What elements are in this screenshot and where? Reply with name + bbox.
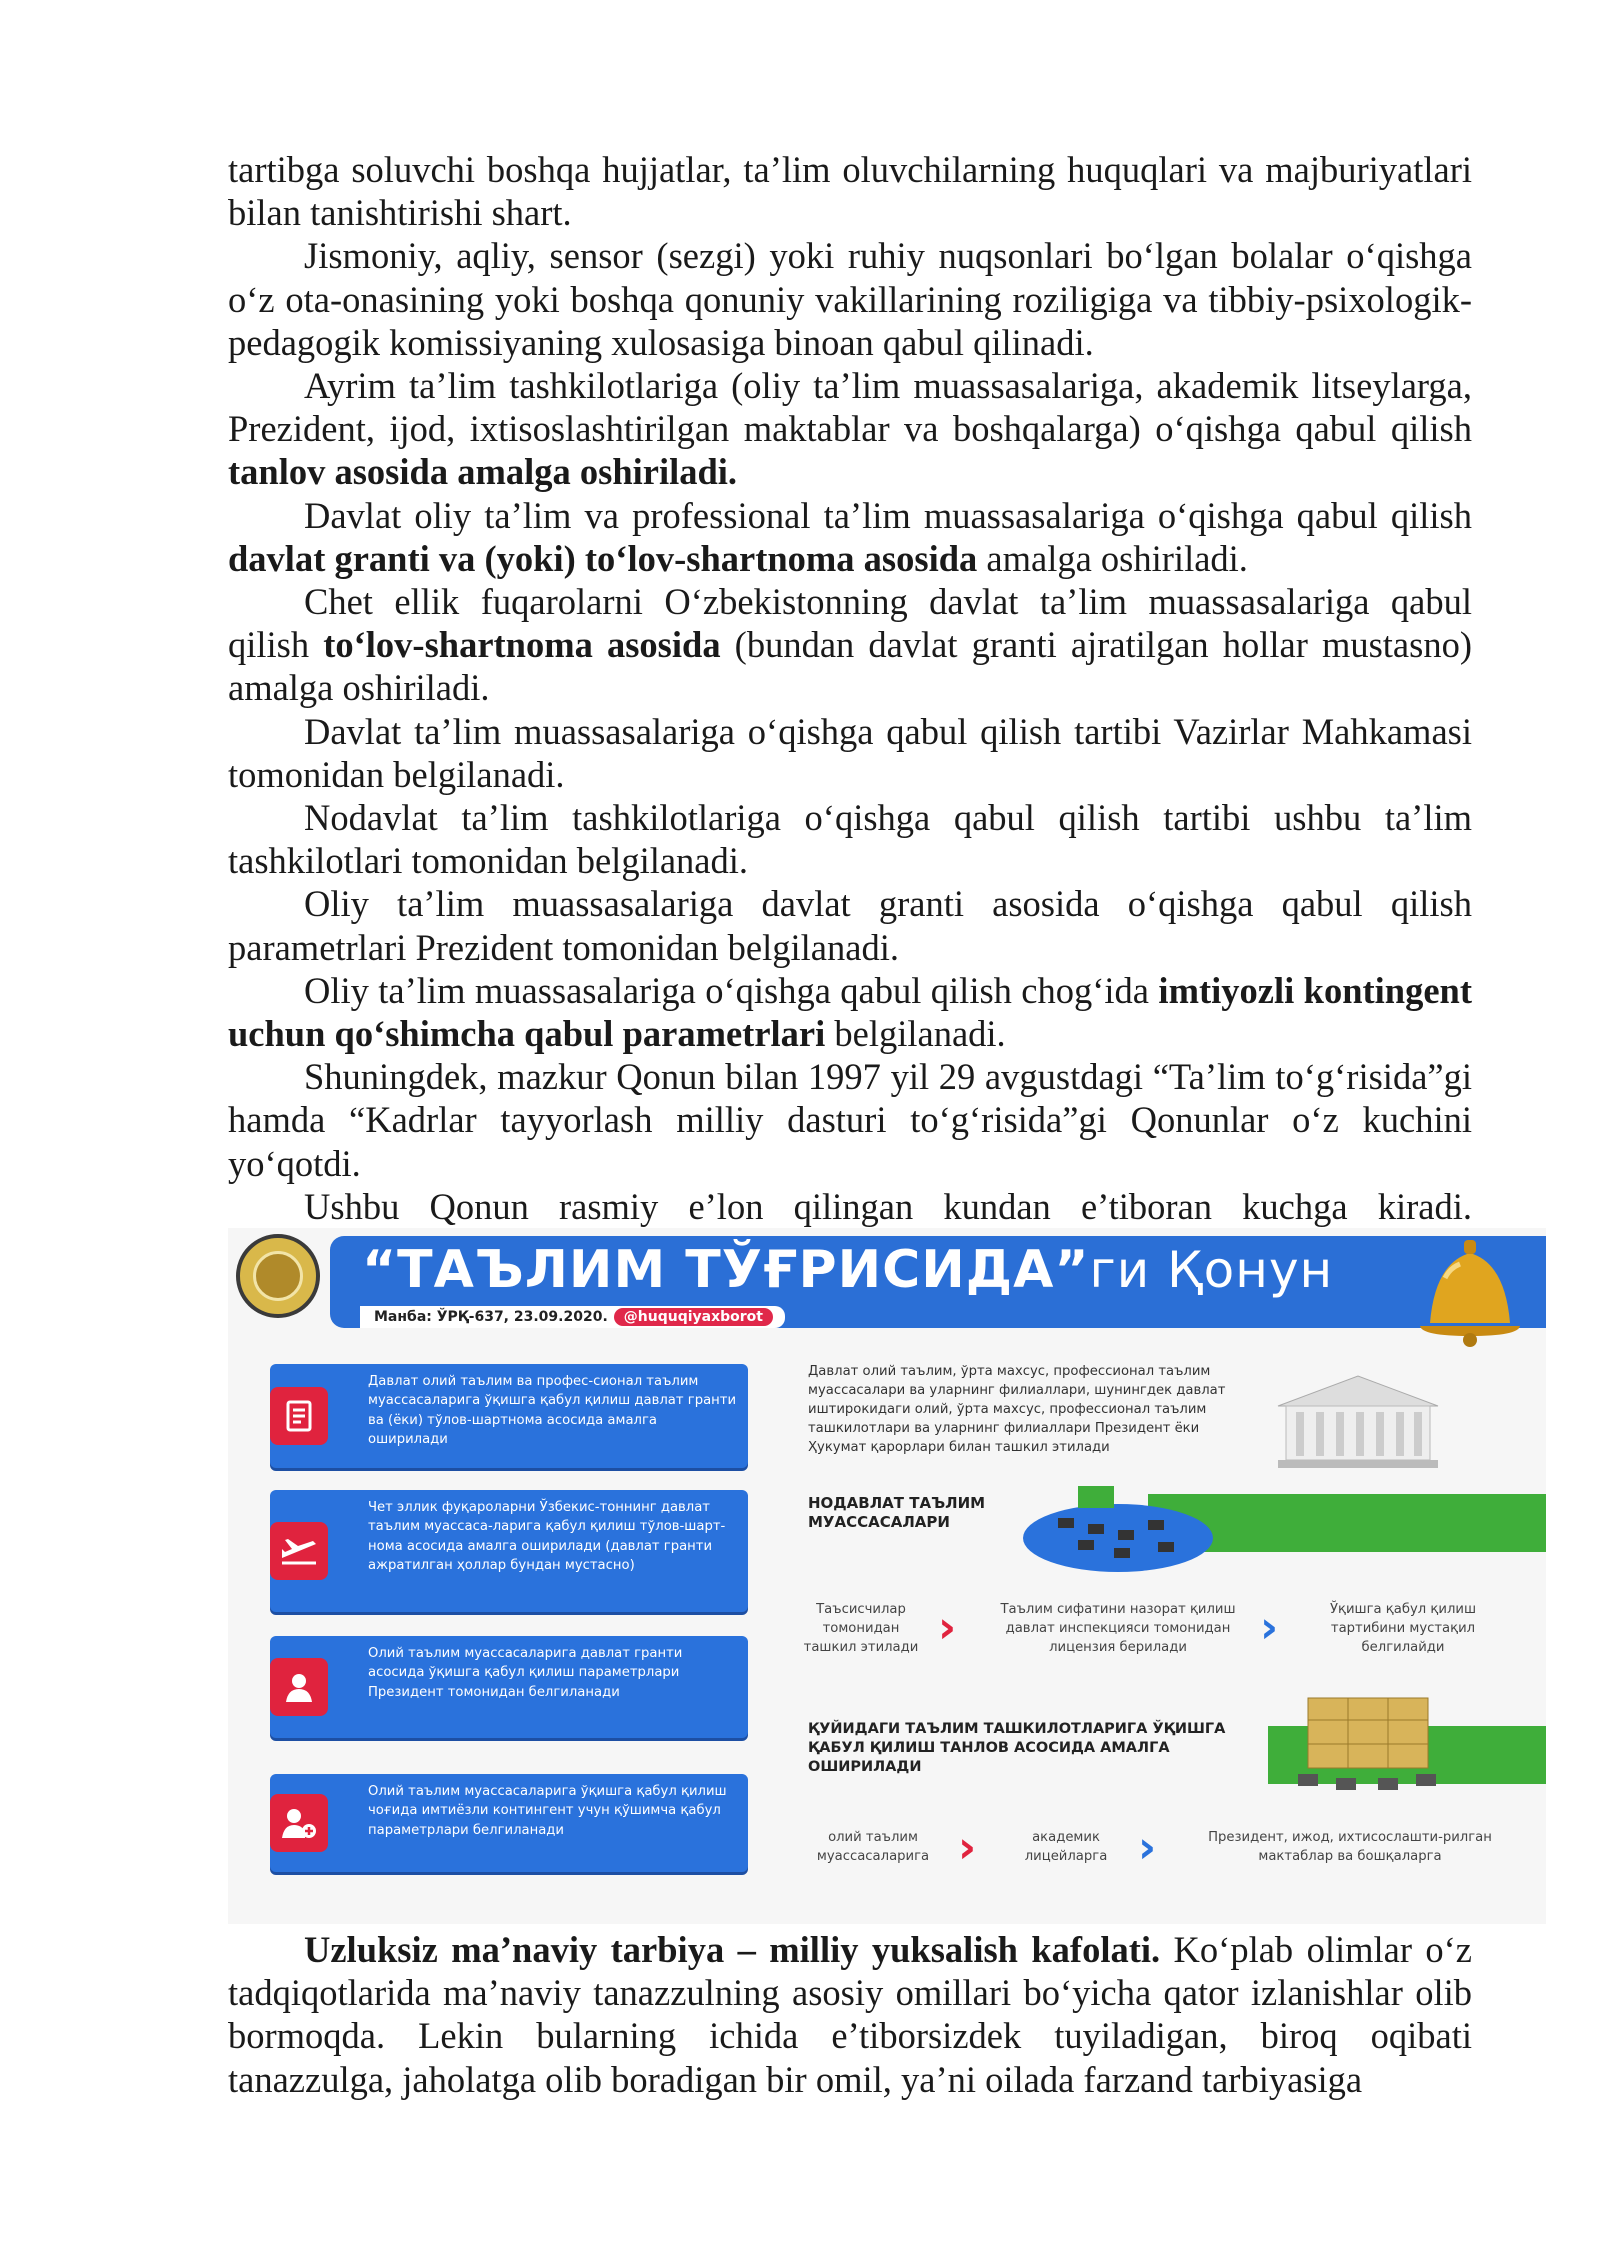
- text-run: Davlat oliy ta’lim va professional ta’lim muassasalariga o‘qishga qabul qilish: [304, 494, 1472, 536]
- classroom-icon: [1018, 1478, 1218, 1578]
- paragraph: [228, 234, 1472, 364]
- paragraph: [228, 494, 1472, 580]
- telegram-handle: @huquqiyaxborot: [614, 1308, 773, 1326]
- airplane-icon: [270, 1522, 328, 1580]
- top-text-block: [228, 148, 1472, 1228]
- chevron-right-icon: ›: [938, 1602, 957, 1653]
- chevron-right-icon: ›: [958, 1822, 977, 1873]
- paragraph: [228, 580, 1472, 710]
- text-run: Shuningdek, mazkur Qonun bilan 1997 yil 29 avgustdagi “Ta’lim to‘g‘risida”gi hamda “Kadrlar tayyorlash milliy dasturi to‘g‘risida”gi Qonunlar o‘z kuchini yo‘qotdi.: [228, 1056, 1472, 1184]
- infographic-source: Манба: ЎРҚ-637, 23.09.2020. @huquqiyaxborot: [360, 1306, 785, 1328]
- card-president-params: Олий таълим муассасаларига давлат гранти асосида ўқишга қабул қилиш параметрлари Президент томонидан белгиланади: [270, 1636, 748, 1738]
- paragraph: [228, 1928, 1472, 2101]
- text-run: Chet ellik fuqarolarni O‘zbekistonning davlat ta’lim muassasalariga qabul qilish: [228, 581, 1472, 666]
- flow1-step-3: Ўқишга қабул қилиш тартибини мустақил белгилайди: [1329, 1602, 1477, 1655]
- text-run: belgilanadi.: [825, 1013, 1006, 1055]
- flow2-step-3: Президент, ижод, ихтисослашти-рилган мактаблар ва бошқаларга: [1208, 1830, 1492, 1864]
- card-foreign-citizens: Чет эллик фуқароларни Ўзбекис-тоннинг давлат таълим муассаса-ларига қабул қилиш тўлов-шарт-нома асосида амалга оширилади (давлат гранти ажратилган ҳоллар бундан мустасно): [270, 1490, 748, 1612]
- text-run: amalga oshiriladi.: [977, 537, 1248, 579]
- infographic-title: “ТАЪЛИМ ТЎҒРИСИДА”ги Қонун: [362, 1240, 1334, 1300]
- building-icon: [1268, 1366, 1446, 1470]
- text-run: Ko‘plab olimlar o‘z tadqiqotlarida ma’naviy tanazzulning asosiy omillari bo‘yicha qator izlanishlar olib bormoqda. Lekin bularning ichida e’tiborsizdek tuyiladigan, biroq oqibati tanazzulga, jaholatga olib boradigan bir omil, ya’ni oilada farzand tarbiyasiga: [228, 1929, 1472, 2100]
- text-run: Oliy ta’lim muassasalariga o‘qishga qabul qilish chog‘ida: [304, 969, 1159, 1011]
- text-run: Jismoniy, aqliy, sensor (sezgi) yoki ruhiy nuqsonlari bo‘lgan bolalar o‘qishga o‘z ota-onasining yoki boshqa qonuniy vakillarining roziligiga va tibbiy-psixologik-pedagogik komissiyaning xulosasiga binoan qabul qilinadi.: [228, 235, 1472, 363]
- flow2-step-1: олий таълим муассасаларига: [816, 1830, 930, 1864]
- emblem-icon: [236, 1234, 320, 1318]
- paragraph: [228, 796, 1472, 882]
- paragraph: [228, 969, 1472, 1055]
- paragraph: [228, 364, 1472, 494]
- flow2-step-2: академик лицейларга: [1024, 1830, 1108, 1864]
- paragraph: [228, 1185, 1472, 1228]
- text-run: Ayrim ta’lim tashkilotlariga (oliy ta’lim muassasalariga, akademik litseylarga, Prezident, ijod, ixtisoslashtirilgan maktablar va boshqalarga) o‘qishga qabul qilish: [228, 365, 1472, 450]
- user-add-icon: [270, 1794, 328, 1852]
- text-run: tartibga soluvchi boshqa hujjatlar, ta’lim oluvchilarning huquqlari va majburiyatlari bilan tanishtirishi shart.: [228, 149, 1472, 234]
- state-institutions-text: Давлат олий таълим, ўрта махсус, профессионал таълим муассасалари ва уларнинг филиаллари, шунингдек давлат иштирокидаги олий, ўрта махсус, профессионал таълим ташкилотлари ва уларнинг филиаллари Президент ёки Ҳукумат қарорлари билан ташкил этилади: [808, 1364, 1226, 1455]
- chevron-right-icon: ›: [1138, 1822, 1157, 1873]
- flow1-step-2: Таълим сифатини назорат қилиш давлат инспекцияси томонидан лицензия берилади: [1000, 1602, 1236, 1655]
- paragraph: [228, 710, 1472, 796]
- card-privileged-contingent: Олий таълим муассасаларига ўқишга қабул қилиш чоғида имтиёзли контингент учун қўшимча қабул параметрлари белгиланади: [270, 1774, 748, 1872]
- paragraph: [228, 148, 1472, 234]
- bell-icon: [1390, 1228, 1540, 1348]
- card-grant-admission: Давлат олий таълим ва профес-сионал таълим муассасаларига ўқишга қабул қилиш давлат гранти ва (ёки) тўлов-шартнома асосида амалга оширилади: [270, 1364, 748, 1468]
- bold-text: imtiyozli kontingent uchun qo‘shimcha qabul parametrlari: [228, 969, 1472, 1055]
- flow1-step-1: Таъсисчилар томонидан ташкил этилади: [803, 1602, 919, 1655]
- text-run: Nodavlat ta’lim tashkilotlariga o‘qishga qabul qilish tartibi ushbu ta’lim tashkilotlari tomonidan belgilanadi.: [228, 797, 1472, 882]
- law-infographic: [228, 1228, 1546, 1924]
- bottom-text-block: [228, 1928, 1472, 2101]
- text-run: (bundan davlat granti ajratilgan hollar mustasno) amalga oshiriladi.: [228, 624, 1472, 709]
- chevron-right-icon: ›: [1260, 1602, 1279, 1653]
- paragraph: [228, 882, 1472, 968]
- text-run: Davlat ta’lim muassasalariga o‘qishga qabul qilish tartibi Vazirlar Mahkamasi tomonidan belgilanadi.: [228, 710, 1472, 795]
- bold-text: davlat granti va (yoki) to‘lov-shartnoma asosida: [228, 537, 978, 579]
- bold-text: tanlov asosida amalga oshiriladi.: [228, 451, 738, 493]
- bold-text: to‘lov-shartnoma asosida: [323, 624, 721, 666]
- library-icon: [1288, 1690, 1448, 1800]
- bold-text: Uzluksiz ma’naviy tarbiya – milliy yuksalish kafolati.: [304, 1929, 1161, 1970]
- text-run: Ushbu Qonun rasmiy e’lon qilingan kundan e’tiboran kuchga kiradi.: [304, 1185, 1472, 1227]
- document-list-icon: [270, 1387, 328, 1445]
- text-run: Oliy ta’lim muassasalariga davlat granti asosida o‘qishga qabul qilish parametrlari Prezident tomonidan belgilanadi.: [228, 883, 1472, 968]
- nodavlat-heading: НОДАВЛАТ ТАЪЛИМ МУАССАСАЛАРИ: [808, 1494, 986, 1531]
- tanlov-heading: ҚУЙИДАГИ ТАЪЛИМ ТАШКИЛОТЛАРИГА ЎҚИШГА ҚАБУЛ ҚИЛИШ ТАНЛОВ АСОСИДА АМАЛГА ОШИРИЛАДИ: [808, 1721, 1226, 1775]
- paragraph: [228, 1055, 1472, 1185]
- user-icon: [270, 1658, 328, 1716]
